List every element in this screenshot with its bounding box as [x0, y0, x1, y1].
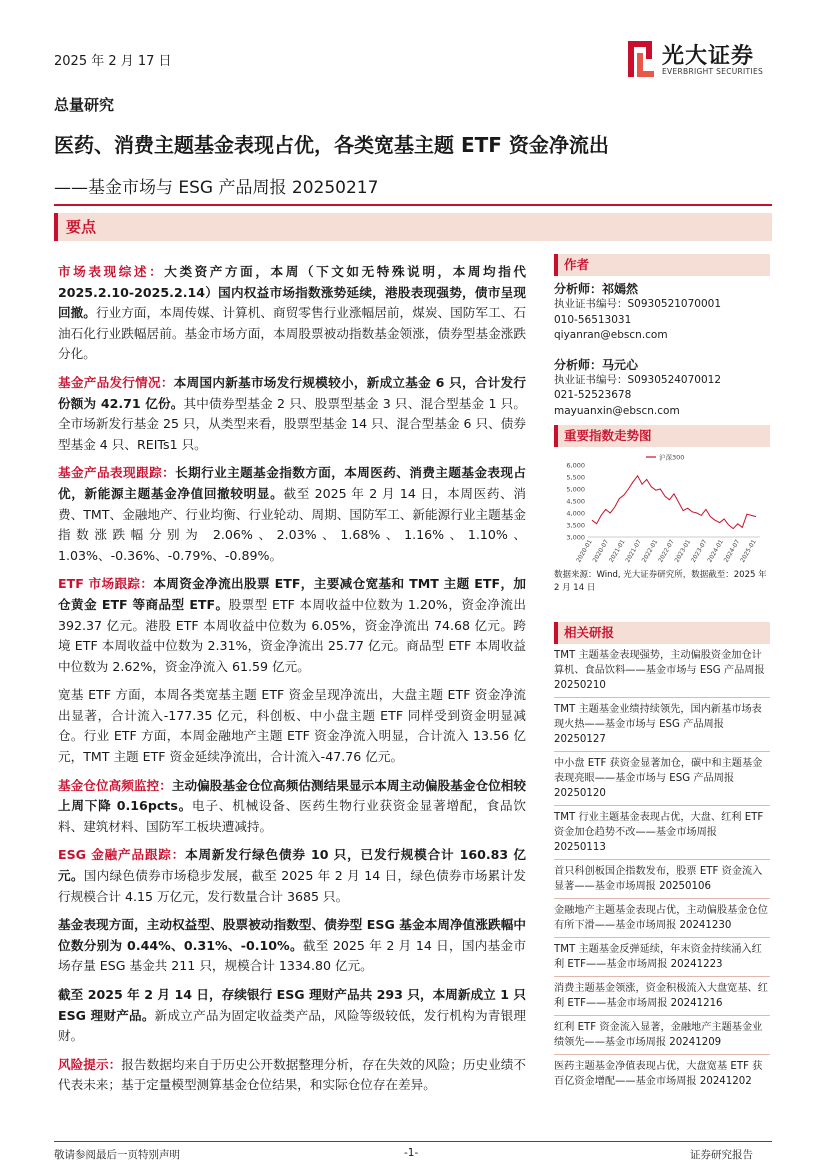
analyst-phone: 021-52523678 — [554, 389, 632, 401]
footer-divider — [54, 1141, 772, 1142]
related-report-link[interactable]: 金融地产主题基金表现占优，主动偏股基金仓位有所下滑——基金市场周报 20241230 — [554, 899, 770, 938]
index-chart-section — [554, 425, 770, 605]
y-tick-label: 6,000 — [566, 461, 585, 470]
paragraph-fund-performance: 基金产品表现跟踪：长期行业主题基金指数方面，本周医药、消费主题基金表现占优，新能源主题基金净值回撤较明显。截至 2025 年 2 月 14 日，本周医药、消费、TMT、金融地产、行业均衡、行业轮动、周期、国防军工、新能源行业主题基金指数涨跌幅分别为 2.06%、2.03%、1.68%、1.16%、1.10%、1.03%、-0.36%、-0.79%、-0.89%。 — [58, 465, 527, 563]
paragraph-esg-fund-performance: 基金表现方面，主动权益型、股票被动指数型、债券型 ESG 基金本周净值涨跌幅中位数分别为 0.44%、0.31%、-0.10%。截至 2025 年 2 月 14 日，国内基金市场存量 ESG 基金共 211 只，规模合计 1334.80 亿元。 — [58, 917, 527, 974]
related-report-link[interactable]: 首只科创板国企指数发布，股票 ETF 资金流入显著——基金市场周报 20250106 — [554, 860, 770, 899]
keypoints-header — [54, 213, 772, 241]
related-report-link[interactable]: 红利 ETF 资金流入显著，金融地产主题基金业绩领先——基金市场周报 20241209 — [554, 1016, 770, 1055]
legend-label: 沪深300 — [659, 453, 685, 462]
page-number: -1- — [404, 1147, 419, 1159]
related-list — [554, 644, 770, 1093]
analyst-name: 分析师：马元心 — [554, 357, 639, 372]
footer-report-type: 证券研究报告 — [690, 1149, 753, 1161]
x-tick-label: 2024-07 — [722, 538, 742, 564]
report-category: 总量研究 — [54, 96, 115, 114]
company-logo — [626, 37, 776, 81]
paragraph-risk-warning: 风险提示：报告数据均来自于历史公开数据整理分析，存在失效的风险；历史业绩不代表未来；基于定量模型测算基金仓位结果，和实际仓位存在差异。 — [58, 1056, 527, 1093]
x-tick-label: 2024-01 — [706, 538, 725, 564]
y-tick-label: 4,500 — [566, 497, 585, 506]
x-tick-label: 2021-07 — [624, 538, 643, 564]
report-subtitle: ——基金市场与 ESG 产品周报 20250217 — [54, 178, 379, 198]
analyst-cert: 执业证书编号：S0930524070012 — [554, 373, 722, 386]
analyst-cert: 执业证书编号：S0930521070001 — [554, 298, 722, 310]
analyst-email[interactable]: qiyanran@ebscn.com — [554, 329, 668, 341]
x-tick-label: 2020-07 — [591, 538, 611, 564]
related-report-link[interactable]: TMT 主题基金表现强势，主动偏股资金加仓计算机、食品饮料——基金市场与 ESG 产品周报 20250210 — [554, 644, 770, 698]
x-tick-label: 2021-01 — [607, 538, 627, 564]
paragraph-esg-wealth-products: 截至 2025 年 2 月 14 日，存续银行 ESG 理财产品共 293 只，本周新成立 1 只 ESG 理财产品。新成立产品为固定收益类产品，风险等级较低，发行机构为青银理财。 — [58, 987, 526, 1044]
related-report-link[interactable]: TMT 主题基金反弹延续，年末资金持续涌入红利 ETF——基金市场周报 20241223 — [554, 938, 770, 977]
related-report-link[interactable]: TMT 行业主题基金表现占优，大盘、红利 ETF 资金加仓趋势不改——基金市场周报 20250113 — [554, 806, 770, 860]
paragraph-esg-tracking: ESG 金融产品跟踪：本周新发行绿色债券 10 只，已发行规模合计 160.83 亿元。国内绿色债券市场稳步发展，截至 2025 年 2 月 14 日，绿色债券市场累计发行规模合计 4.15 万亿元，发行数量合计 3685 只。 — [58, 847, 526, 904]
x-tick-label: 2023-01 — [673, 538, 693, 564]
paragraph-fund-issuance: 基金产品发行情况：本周国内新基市场发行规模较小，新成立基金 6 只，合计发行份额为 42.71 亿份。其中债券型基金 2 只、股票型基金 3 只、混合型基金 1 只。全市场新发行基金 25 只，从类型来看，股票型基金 14 只、混合型基金 6 只、债券型基金 4 只、REITs1 只。 — [58, 374, 526, 452]
analyst-block-2 — [554, 356, 770, 420]
paragraph-etf-tracking: ETF 市场跟踪：本周资金净流出股票 ETF，主要减仓宽基和 TMT 主题 ETF，加仓黄金 ETF 等商品型 ETF。股票型 ETF 本周收益中位数为 1.20%，资金净流出 392.37 亿元。港股 ETF 本周收益中位数为 6.05%，资金净流出 74.68 亿元。跨境 ETF 本周收益中位数为 2.31%，资金净流出 25.77 亿元。商品型 ETF 本周收益中位数为 2.62%，资金净流入 61.59 亿元。 — [58, 576, 526, 674]
related-report-link[interactable]: 消费主题基金领涨，资金积极流入大盘宽基、红利 ETF——基金市场周报 20241216 — [554, 977, 770, 1016]
y-tick-label: 5,000 — [566, 485, 585, 494]
x-tick-label: 2025-01 — [739, 538, 758, 564]
chart-source: 数据来源：Wind, 光大证券研究所，数据截至：2025 年 2 月 14 日 — [554, 570, 767, 593]
y-tick-label: 3,000 — [566, 533, 585, 542]
related-header: 相关研报 — [554, 622, 770, 644]
logo-english-name: EVERBRIGHT SECURITIES — [662, 67, 764, 76]
keypoints-label: 要点 — [66, 218, 97, 236]
author-section — [554, 254, 770, 419]
title-divider — [54, 204, 772, 206]
y-tick-label: 3,500 — [566, 521, 585, 530]
analyst-name: 分析师：祁嫣然 — [554, 282, 639, 296]
paragraph-market-review: 市场表现综述：大类资产方面，本周（下文如无特殊说明，本周均指代 2025.2.10-2025.2.14）国内权益市场指数涨势延续，港股表现强势，债市呈现回撤。行业方面，本周传媒、计算机、商贸零售行业涨幅居前，煤炭、国防军工、石油石化行业跌幅居前。基金市场方面，本周股票被动指数基金领涨，债券型基金涨跌分化。 — [58, 264, 527, 362]
index-trend-chart — [554, 449, 770, 567]
analyst-block-1 — [554, 280, 770, 344]
logo-chinese-name: 光大证券 — [662, 44, 755, 69]
related-report-link[interactable]: TMT 主题基金业绩持续领先，国内新基市场表现火热——基金市场与 ESG 产品周报 20250127 — [554, 698, 770, 752]
related-report-link[interactable]: 医药主题基金净值表现占优，大盘宽基 ETF 获百亿资金增配——基金市场周报 20241202 — [554, 1061, 763, 1087]
report-title: 医药、消费主题基金表现占优，各类宽基主题 ETF 资金净流出 — [54, 133, 609, 157]
paragraph-broad-etf: 宽基 ETF 方面，本周各类宽基主题 ETF 资金呈现净流出，大盘主题 ETF 资金净流出显著，合计流入-177.35 亿元，科创板、中小盘主题 ETF 同样受到资金明显减仓。行业 ETF 方面，本周金融地产主题 ETF 资金净流入明显，合计流入 13.56 亿元，TMT 主题 ETF 资金延续净流出，合计流入-47.76 亿元。 — [58, 687, 526, 765]
related-research-section — [554, 622, 770, 1093]
main-content — [58, 262, 526, 1104]
series-line — [592, 476, 756, 529]
report-date: 2025 年 2 月 17 日 — [54, 54, 172, 69]
y-tick-label: 4,000 — [566, 509, 585, 518]
analyst-email[interactable]: mayuanxin@ebscn.com — [554, 404, 680, 417]
footer-disclaimer: 敬请参阅最后一页特别声明 — [54, 1149, 180, 1161]
x-tick-label: 2022-07 — [657, 538, 676, 564]
related-report-link[interactable]: 中小盘 ETF 获资金显著加仓，碳中和主题基金表现亮眼——基金市场与 ESG 产品周报 20250120 — [554, 752, 770, 806]
logo-mark-icon — [626, 39, 656, 79]
x-tick-label: 2023-07 — [689, 538, 709, 564]
chart-header: 重要指数走势图 — [554, 425, 770, 447]
y-tick-label: 5,500 — [566, 473, 585, 482]
author-header: 作者 — [554, 254, 770, 276]
analyst-phone: 010-56513031 — [554, 313, 632, 326]
x-tick-label: 2022-01 — [640, 538, 660, 564]
x-tick-label: 2020-01 — [575, 538, 594, 564]
paragraph-position-monitor: 基金仓位高频监控：主动偏股基金仓位高频估测结果显示本周主动偏股基金仓位相较上周下降 0.16pcts。电子、机械设备、医药生物行业获资金显著增配，食品饮料、建筑材料、国防军工板块遭减持。 — [58, 777, 527, 834]
